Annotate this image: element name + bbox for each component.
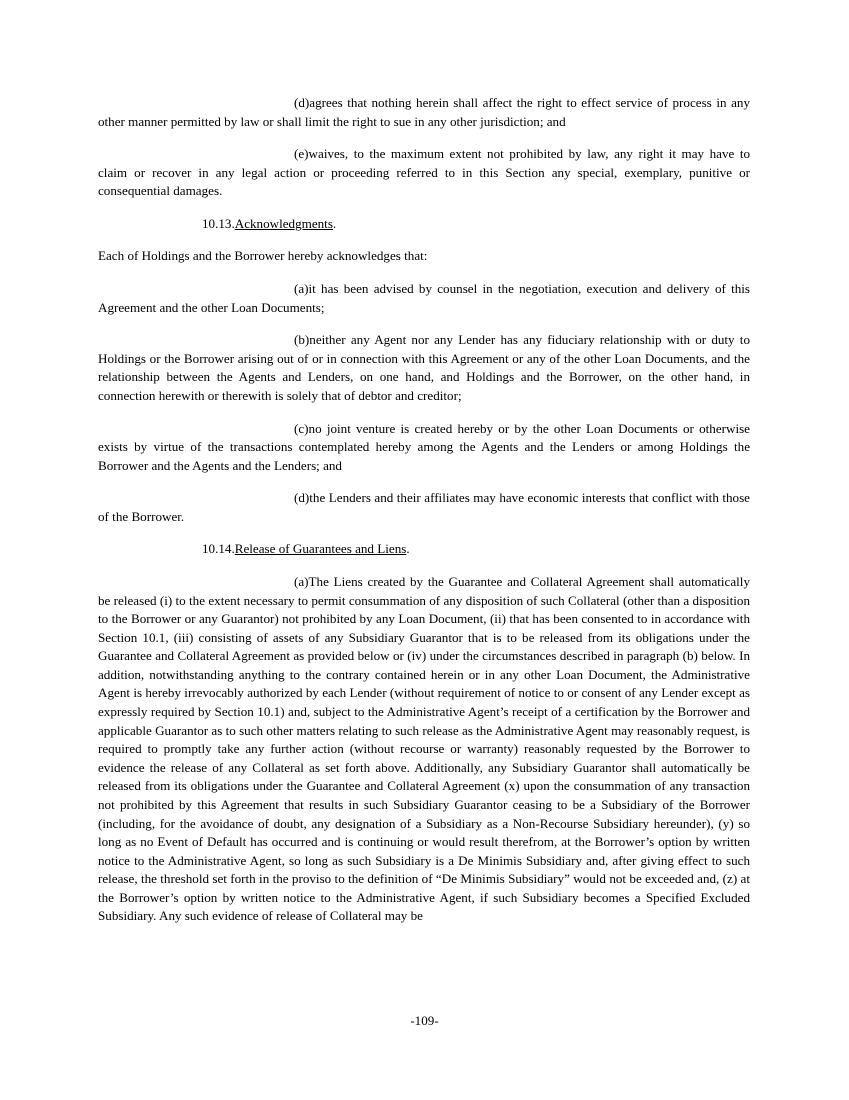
section-heading-10-13 — [98, 215, 750, 234]
paragraph-text: waives, to the maximum extent not prohibited by law, any right it may have to claim or recover in any legal action or proceeding referred to in this Section any special, exemplary, punitive or consequential damages. — [98, 146, 750, 199]
paragraph-text: the Lenders and their affiliates may have economic interests that conflict with those of the Borrower. — [98, 490, 750, 524]
page-body — [98, 94, 750, 926]
section-title-suffix: . — [332, 215, 337, 231]
paragraph-d-service — [98, 94, 750, 131]
paragraph-a-counsel — [98, 280, 750, 317]
section-title: Acknowledgments — [234, 215, 333, 231]
paragraph-text: agrees that nothing herein shall affect the right to effect service of process in any other manner permitted by law or shall limit the right to sue in any other jurisdiction; and — [98, 95, 750, 129]
paragraph-marker: (c) — [294, 420, 309, 436]
section-title: Release of Guarantees and Liens — [234, 541, 407, 557]
paragraph-text: no joint venture is created hereby or by the other Loan Documents or otherwise exists by virtue of the transactions contemplated hereby among the Agents and the Lenders or among Holdings the Borrower and the Agents and the Lenders; and — [98, 420, 750, 473]
section-number: 10.13. — [202, 215, 235, 231]
paragraph-marker: (b) — [294, 332, 310, 348]
paragraph-marker: (a) — [294, 281, 309, 297]
paragraph-c-joint-venture — [98, 420, 750, 476]
section-title-suffix: . — [406, 541, 410, 557]
paragraph-marker: (e) — [294, 146, 309, 162]
paragraph-e-waiver — [98, 145, 750, 201]
section-number: 10.14. — [202, 541, 235, 557]
paragraph-marker: (d) — [294, 490, 310, 506]
paragraph-text: it has been advised by counsel in the negotiation, execution and delivery of this Agreement and the other Loan Documents; — [98, 281, 750, 315]
paragraph-marker: (d) — [294, 95, 310, 110]
paragraph-text: neither any Agent nor any Lender has any fiduciary relationship with or duty to Holdings or the Borrower arising out of or in connection with this Agreement or any of the other Loan Documents, and the relationship between the Agents and Lenders, on one hand, and Holdings and the Borrower, on the other hand, in connection herewith or therewith is solely that of debtor and creditor; — [98, 332, 750, 403]
paragraph-text: The Liens created by the Guarantee and Collateral Agreement shall automatically be released (i) to the extent necessary to permit consummation of any disposition of such Collateral (other than a disposition to the Borrower or any Guarantor) not prohibited by any Loan Document, (ii) that has been consented to in accordance with Section 10.1, (iii) consisting of assets of any Subsidiary Guarantor that is to be released from its obligations under the Guarantee and Collateral Agreement as provided below or (iv) under the circumstances described in paragraph (b) below. In addition, notwithstanding anything to the contrary contained herein or in any other Loan Document, the Administrative Agent is hereby irrevocably authorized by each Lender (without requirement of notice to or consent of any Lender except as expressly required by Section 10.1) and, subject to the Administrative Agent’s receipt of a certification by the Borrower and applicable Guarantor as to such other matters relating to such release as the Administrative Agent may reasonably request, is required to promptly take any further action (without recourse or warranty) reasonably requested by the Borrower to evidence the release of any Collateral as set forth above. Additionally, any Subsidiary Guarantor shall automatically be released from its obligations under the Guarantee and Collateral Agreement (x) upon the consummation of any transaction not prohibited by this Agreement that results in such Subsidiary Guarantor ceasing to be a Subsidiary of the Borrower (including, for the avoidance of doubt, any designation of a Subsidiary as a Non-Recourse Subsidiary hereunder), (y) so long as no Event of Default has occurred and is continuing or would result therefrom, at the Borrower’s option by written notice to the Administrative Agent, so long as such Subsidiary is a De Minimis Subsidiary and, after giving effect to such release, the threshold set forth in the proviso to the definition of “De Minimis Subsidiary” would not be exceeded and, (z) at the Borrower’s option by written notice to the Administrative Agent, if such Subsidiary becomes a Specified Excluded Subsidiary. Any such evidence of release of Collateral may be — [98, 573, 750, 924]
paragraph-a-release-liens — [98, 573, 750, 926]
paragraph-marker: (a) — [294, 573, 309, 589]
paragraph-d-conflict — [98, 489, 750, 526]
page-number: -109- — [410, 1013, 439, 1028]
paragraph-b-fiduciary — [98, 331, 750, 405]
section-heading-10-14 — [98, 540, 750, 559]
paragraph-acknowledgments-lead: Each of Holdings and the Borrower hereby acknowledges that: — [98, 248, 428, 264]
